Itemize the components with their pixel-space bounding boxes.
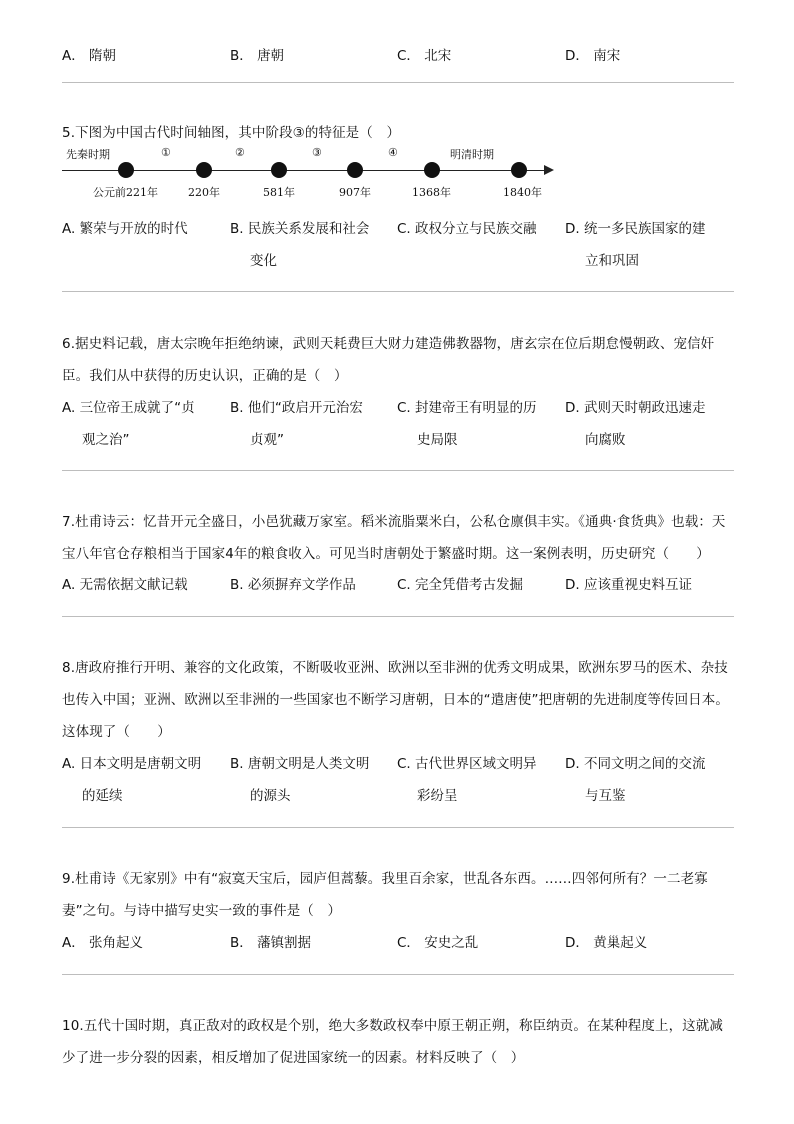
q4-option-d[interactable]: D． 南宋 bbox=[565, 48, 621, 64]
q6-stem: 6.据史料记载，唐太宗晚年拒绝纳谏，武则天耗费巨大财力建造佛教器物，唐玄宗在位后期怠慢朝政、宠信奸臣。我们从中获得的历史认识，正确的是（ ） bbox=[62, 336, 715, 384]
q6-option-b[interactable]: B. 他们“政启开元治宏 贞观” bbox=[230, 400, 363, 448]
q4-option-b[interactable]: B． 唐朝 bbox=[230, 48, 285, 64]
timeline-period-label: 明清时期 bbox=[450, 148, 494, 161]
timeline-period-label: 先秦时期 bbox=[66, 148, 110, 161]
timeline-axis bbox=[62, 170, 546, 171]
timeline-arrow-icon bbox=[544, 165, 554, 175]
timeline-dot bbox=[196, 162, 212, 178]
q8-option-c[interactable]: C. 古代世界区域文明异 彩纷呈 bbox=[397, 756, 537, 804]
timeline-period-label: ① bbox=[161, 146, 171, 159]
q5-option-a[interactable]: A. 繁荣与开放的时代 bbox=[62, 221, 188, 237]
q6-option-a[interactable]: A. 三位帝王成就了“贞 观之治” bbox=[62, 400, 195, 448]
divider bbox=[62, 291, 734, 292]
timeline-year-label: 1840年 bbox=[503, 186, 542, 199]
timeline-dot bbox=[424, 162, 440, 178]
q5-option-b[interactable]: B. 民族关系发展和社会 变化 bbox=[230, 221, 370, 269]
q10-stem: 10.五代十国时期，真正敌对的政权是个别，绝大多数政权奉中原王朝正朔，称臣纳贡。在某种程度上，这就减少了进一步分裂的因素，相反增加了促进国家统一的因素。材料反映了（ ） bbox=[62, 1018, 723, 1066]
divider bbox=[62, 470, 734, 471]
timeline-year-label: 220年 bbox=[188, 186, 220, 199]
timeline-period-label: ② bbox=[235, 146, 245, 159]
divider bbox=[62, 82, 734, 83]
q4-option-a[interactable]: A． 隋朝 bbox=[62, 48, 117, 64]
q4-option-c[interactable]: C． 北宋 bbox=[397, 48, 452, 64]
timeline-dot bbox=[271, 162, 287, 178]
timeline-period-label: ④ bbox=[388, 146, 398, 159]
timeline-period-label: ③ bbox=[312, 146, 322, 159]
timeline-year-label: 907年 bbox=[339, 186, 371, 199]
timeline-dot bbox=[511, 162, 527, 178]
divider bbox=[62, 827, 734, 828]
q7-option-c[interactable]: C. 完全凭借考古发掘 bbox=[397, 577, 524, 593]
q6-option-c[interactable]: C. 封建帝王有明显的历 史局限 bbox=[397, 400, 537, 448]
timeline-year-label: 公元前221年 bbox=[93, 186, 158, 199]
divider bbox=[62, 616, 734, 617]
timeline-dot bbox=[347, 162, 363, 178]
q5-option-d[interactable]: D. 统一多民族国家的建 立和巩固 bbox=[565, 221, 706, 269]
q9-option-d[interactable]: D． 黄巢起义 bbox=[565, 935, 648, 951]
timeline-year-label: 1368年 bbox=[412, 186, 451, 199]
q9-option-b[interactable]: B． 藩镇割据 bbox=[230, 935, 312, 951]
q6-option-d[interactable]: D. 武则天时朝政迅速走 向腐败 bbox=[565, 400, 706, 448]
q9-stem: 9.杜甫诗《无家别》中有“寂寞天宝后，园庐但蒿藜。我里百余家，世乱各东西。……四邻何所有？一二老寡妻”之句。与诗中描写史实一致的事件是（ ） bbox=[62, 871, 708, 919]
q7-option-a[interactable]: A. 无需依据文献记载 bbox=[62, 577, 188, 593]
q7-option-b[interactable]: B. 必须摒弃文学作品 bbox=[230, 577, 356, 593]
q5-stem: 5.下图为中国古代时间轴图，其中阶段③的特征是（ ） bbox=[62, 125, 401, 141]
q7-option-d[interactable]: D. 应该重视史料互证 bbox=[565, 577, 692, 593]
q9-option-c[interactable]: C． 安史之乱 bbox=[397, 935, 479, 951]
q8-stem: 8.唐政府推行开明、兼容的文化政策，不断吸收亚洲、欧洲以至非洲的优秀文明成果，欧洲东罗马的医术、杂技也传入中国；亚洲、欧洲以至非洲的一些国家也不断学习唐朝，日本的“遣唐使”把唐朝的先进制度等传回日本。这体现了（ ） bbox=[62, 660, 729, 740]
q5-timeline bbox=[62, 146, 556, 198]
timeline-year-label: 581年 bbox=[263, 186, 295, 199]
q9-option-a[interactable]: A． 张角起义 bbox=[62, 935, 144, 951]
q8-option-d[interactable]: D. 不同文明之间的交流 与互鉴 bbox=[565, 756, 706, 804]
q8-option-b[interactable]: B. 唐朝文明是人类文明 的源头 bbox=[230, 756, 370, 804]
divider bbox=[62, 974, 734, 975]
q7-stem: 7.杜甫诗云：忆昔开元全盛日，小邑犹藏万家室。稻米流脂粟米白，公私仓廪俱丰实。《通典·食货典》也载：天宝八年官仓存粮相当于国家4年的粮食收入。可见当时唐朝处于繁盛时期。这一案例表明，历史研究（ ） bbox=[62, 514, 726, 562]
q8-option-a[interactable]: A. 日本文明是唐朝文明 的延续 bbox=[62, 756, 202, 804]
timeline-dot bbox=[118, 162, 134, 178]
q5-option-c[interactable]: C. 政权分立与民族交融 bbox=[397, 221, 537, 237]
